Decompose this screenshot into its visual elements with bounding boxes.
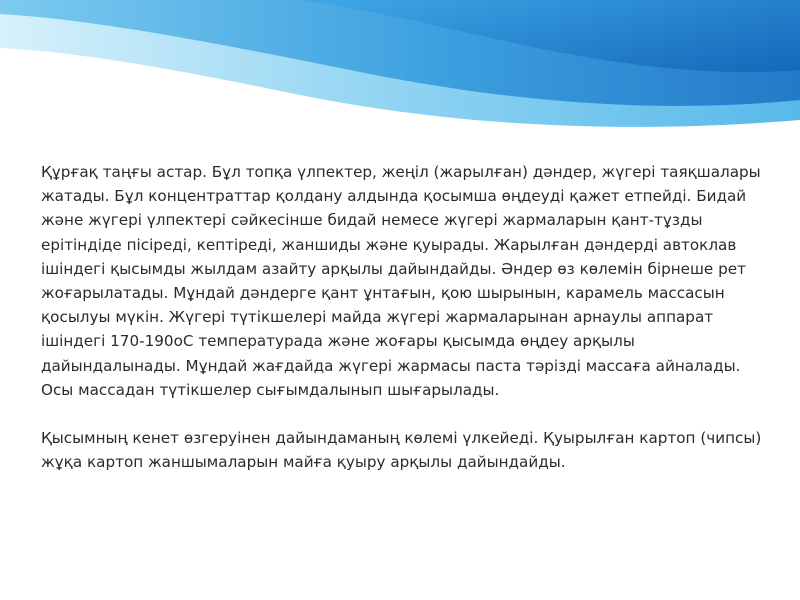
paragraph-cereal-products: Құрғақ таңғы астар. Бұл топқа үлпектер, жеңіл (жарылған) дәндер, жүгері таяқшалары жатады. Бұл концентраттар қолдану алдында қосымша өңдеуді қажет етпейді. Бидай және жүгері үлпектері сәйкесінше бидай немесе жүгері жармаларын қант-тұзды ерітіндіде пісіреді, кептіреді, жаншиды және қуырады. Жарылған дәндерді автоклав ішіндегі қысымды жылдам азайту арқылы дайындайды. Әндер өз көлемін бірнеше рет жоғарылатады. Мұндай дәндерге қант ұнтағын, қою шырынын, карамель массасын қосылуы мүкін. Жүгері түтікшелері майда жүгері жармаларынан арнаулы аппарат ішіндегі 170-190оС температурада және жоғары қысымда өңдеу арқылы дайындалынады. Мұндай жағдайда жүгері жармасы паста тәрізді массаға айналады. Осы массадан түтікшелер сығымдалынып шығарылады. (41, 163, 761, 399)
slide-body-text (41, 160, 771, 474)
header-wave-decoration (0, 0, 800, 140)
paragraph-potato-chips: Қысымның кенет өзгеруінен дайындаманың көлемі үлкейеді. Қуырылған картоп (чипсы) жұқа картоп жаншымаларын майға қуыру арқылы дайындайды. (41, 429, 762, 472)
